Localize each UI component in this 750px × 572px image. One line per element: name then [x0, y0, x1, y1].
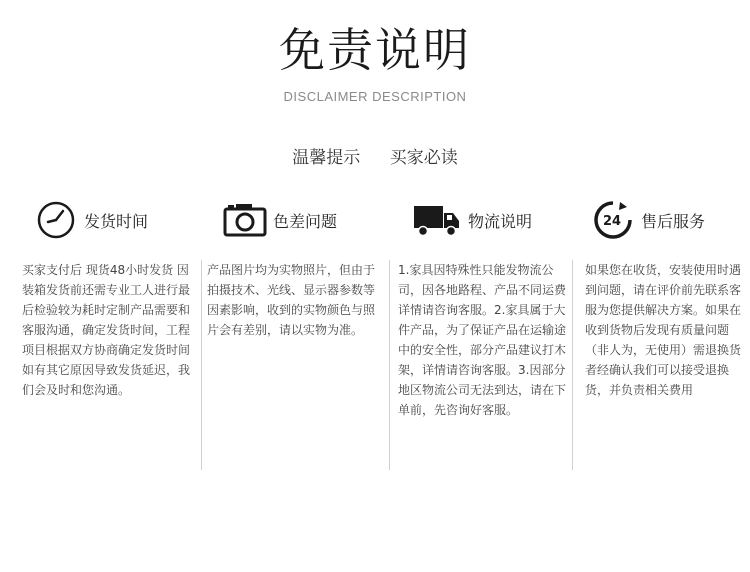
page-subtitle: DISCLAIMER DESCRIPTION [283, 89, 467, 104]
column-text: 如果您在收货，安装使用时遇到问题，请在评价前先联系客服为您提供解决方案。如果在收到货物后发现有质量问题（非人为，无使用）需退换货者经确认我们可以接受退换货，并负责相关费用 [585, 263, 742, 397]
tips-row [0, 143, 750, 168]
column-after-sales [585, 196, 743, 470]
tip-must-read: 买家必读 [389, 148, 458, 168]
column-logistics [398, 196, 568, 470]
clock-icon [34, 198, 78, 242]
column-title: 售后服务 [641, 211, 706, 231]
24h-service-icon [591, 198, 635, 242]
column-divider [572, 260, 573, 470]
column-header [22, 196, 194, 244]
column-title: 发货时间 [84, 211, 149, 231]
column-text: 1.家具因特殊性只能发物流公司，因各地路程、产品不同运费详情请咨询客服。2.家具属于大件产品，为了保证产品在运输途中的安全性，部分产品建议打木架，详情请咨询客服。3.因部分地区物流公司无法到达，请在下单前，先咨询好客服。 [398, 263, 567, 417]
column-header [585, 196, 743, 244]
camera-icon [223, 198, 267, 242]
column-title: 色差问题 [273, 211, 338, 231]
column-header [398, 196, 568, 244]
badge-24-text: 24 [603, 214, 622, 229]
tip-reminder: 温馨提示 [292, 148, 361, 168]
column-title: 物流说明 [468, 211, 533, 231]
truck-icon [412, 198, 462, 242]
column-divider [389, 260, 390, 470]
page-title: 免责说明 [279, 23, 471, 77]
column-divider [201, 260, 202, 470]
column-header [207, 196, 379, 244]
column-color-difference [207, 196, 379, 470]
column-text: 产品图片均为实物照片，但由于拍摄技术、光线、显示器参数等因素影响，收到的实物颜色与照片会有差别，请以实物为准。 [207, 263, 376, 337]
column-text: 买家支付后 现货48小时发货 因装箱发货前还需专业工人进行最后检验较为耗时定制产品需要和客服沟通，确定发货时间，工程项目根据双方协商确定发货时间如有其它原因导致发货延迟，我们会及时和您沟通。 [22, 263, 191, 397]
column-shipping-time [22, 196, 194, 470]
